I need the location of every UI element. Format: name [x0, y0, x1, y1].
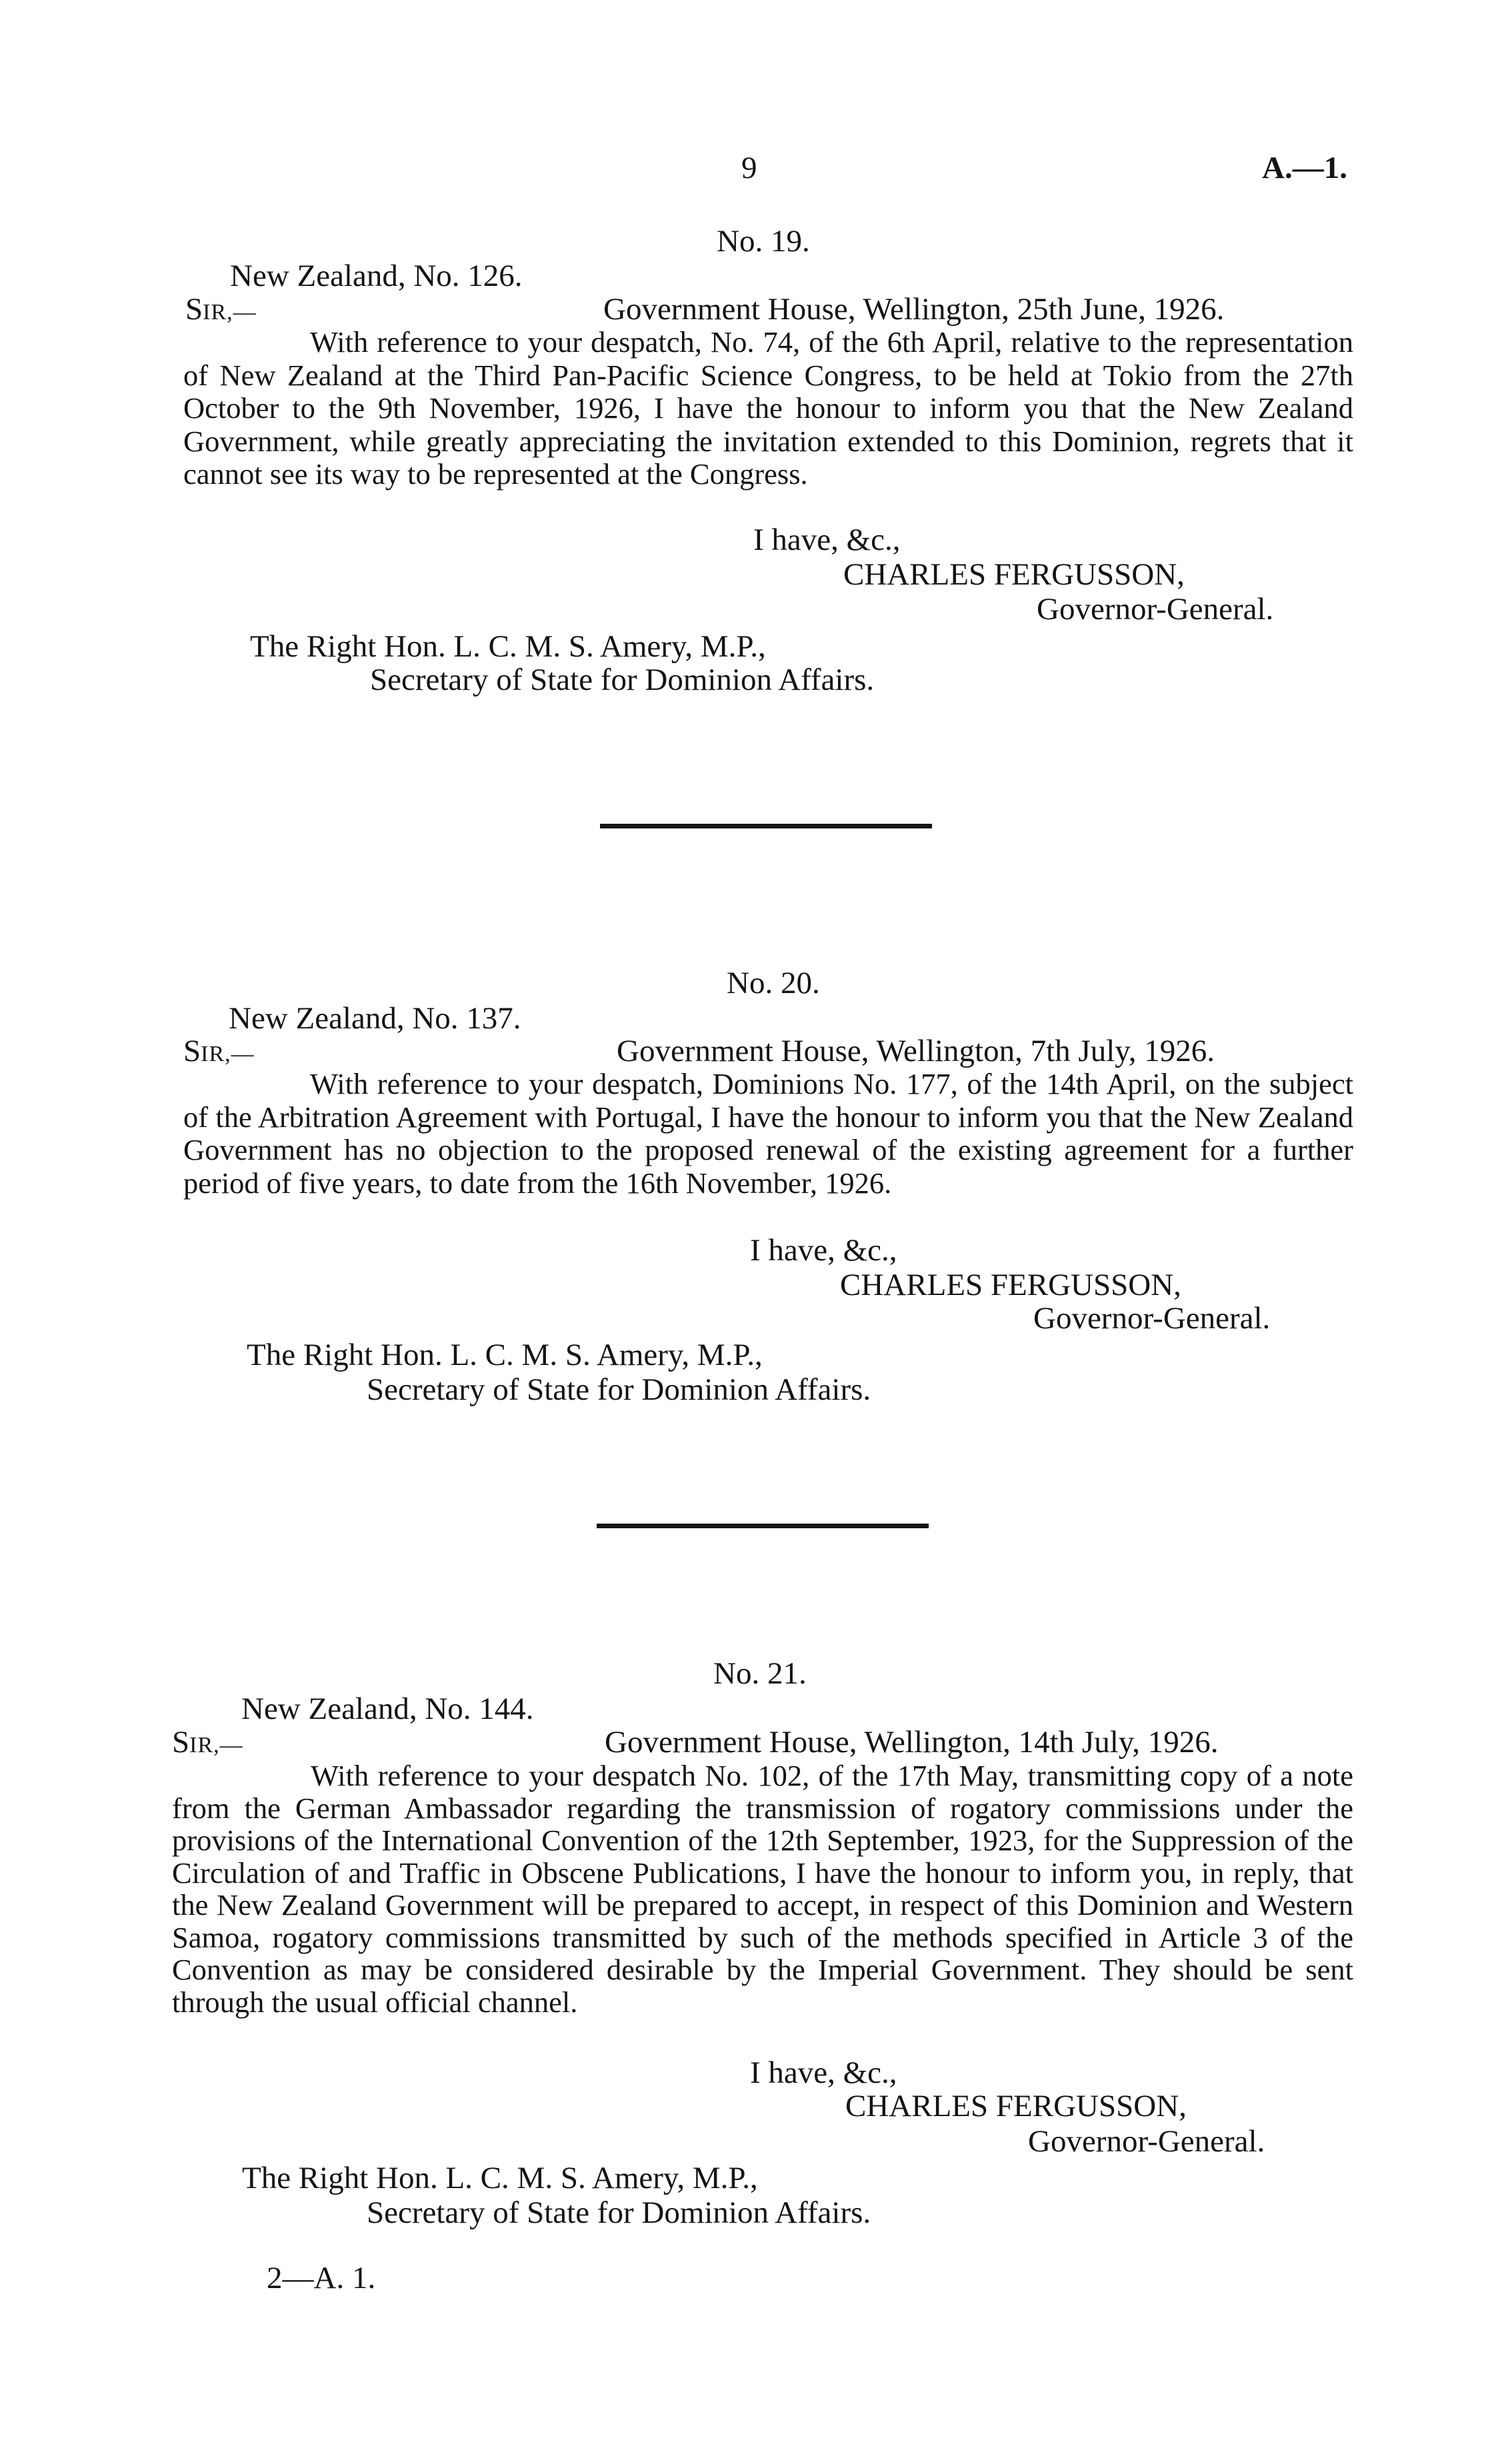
salutation: SIR,—	[185, 292, 257, 327]
salutation: SIR,—	[172, 1725, 243, 1760]
closing: I have, &c.,	[750, 2055, 897, 2090]
letter-body: With reference to your despatch, Dominions No. 177, of the 14th April, on the subject of the Arbitration Agreement with Portugal, I have the honour to inform you that the New Zealand Government has no objection to the proposed renewal of the existing agreement for a further period of five years, to date from the 16th November, 1926.	[183, 1067, 1353, 1200]
despatch-reference: New Zealand, No. 137.	[229, 1001, 521, 1036]
place-date: Government House, Wellington, 14th July, 1926.	[605, 1725, 1219, 1760]
signatory-title: Governor-General.	[1028, 2124, 1265, 2159]
signatory-name: CHARLES FERGUSSON,	[845, 2089, 1187, 2123]
recipient-name: The Right Hon. L. C. M. S. Amery, M.P.,	[250, 629, 766, 664]
recipient-title: Secretary of State for Dominion Affairs.	[367, 1372, 871, 1407]
signatory-title: Governor-General.	[1033, 1301, 1271, 1336]
section-divider	[597, 1524, 929, 1528]
signatory-name: CHARLES FERGUSSON,	[840, 1268, 1181, 1302]
recipient-name: The Right Hon. L. C. M. S. Amery, M.P.,	[247, 1338, 763, 1372]
closing: I have, &c.,	[753, 523, 901, 557]
signature-mark: 2—A. 1.	[267, 2261, 376, 2295]
letter-number: No. 21.	[713, 1656, 807, 1691]
recipient-name: The Right Hon. L. C. M. S. Amery, M.P.,	[242, 2161, 758, 2195]
recipient-title: Secretary of State for Dominion Affairs.	[367, 2195, 871, 2230]
letter-body: With reference to your despatch, No. 74, of the 6th April, relative to the representation of New Zealand at the Third Pan-Pacific Science Congress, to be held at Tokio from the 27th October to the 9th November, 1926, I have the honour to inform you that the New Zealand Government, while greatly appreciating the invitation extended to this Dominion, regrets that it cannot see its way to be represented at the Congress.	[183, 325, 1353, 491]
despatch-reference: New Zealand, No. 144.	[241, 1692, 534, 1726]
page-number: 9	[741, 151, 757, 185]
signatory-name: CHARLES FERGUSSON,	[843, 557, 1185, 592]
recipient-title: Secretary of State for Dominion Affairs.	[370, 662, 875, 697]
letter-number: No. 20.	[727, 966, 820, 1000]
signatory-title: Governor-General.	[1037, 592, 1274, 626]
despatch-reference: New Zealand, No. 126.	[230, 259, 523, 293]
place-date: Government House, Wellington, 25th June, 1926.	[603, 292, 1225, 327]
salutation: SIR,—	[183, 1034, 255, 1068]
letter-number: No. 19.	[717, 224, 810, 259]
closing: I have, &c.,	[750, 1233, 897, 1268]
place-date: Government House, Wellington, 7th July, 1926.	[617, 1034, 1215, 1068]
section-divider	[600, 824, 932, 828]
letter-body: With reference to your despatch No. 102, of the 17th May, transmitting copy of a note from the German Ambassador regarding the transmission of rogatory commissions under the provisions of the International Convention of the 12th September, 1923, for the Suppression of the Circulation of and Traffic in Obscene Publications, I have the honour to inform you, in reply, that the New Zealand Government will be prepared to accept, in respect of this Dominion and Western Samoa, rogatory commissions transmitted by such of the methods specified in Article 3 of the Convention as may be considered desirable by the Imperial Government. They should be sent through the usual official channel.	[172, 1759, 1353, 2019]
document-reference: A.—1.	[1262, 151, 1347, 185]
